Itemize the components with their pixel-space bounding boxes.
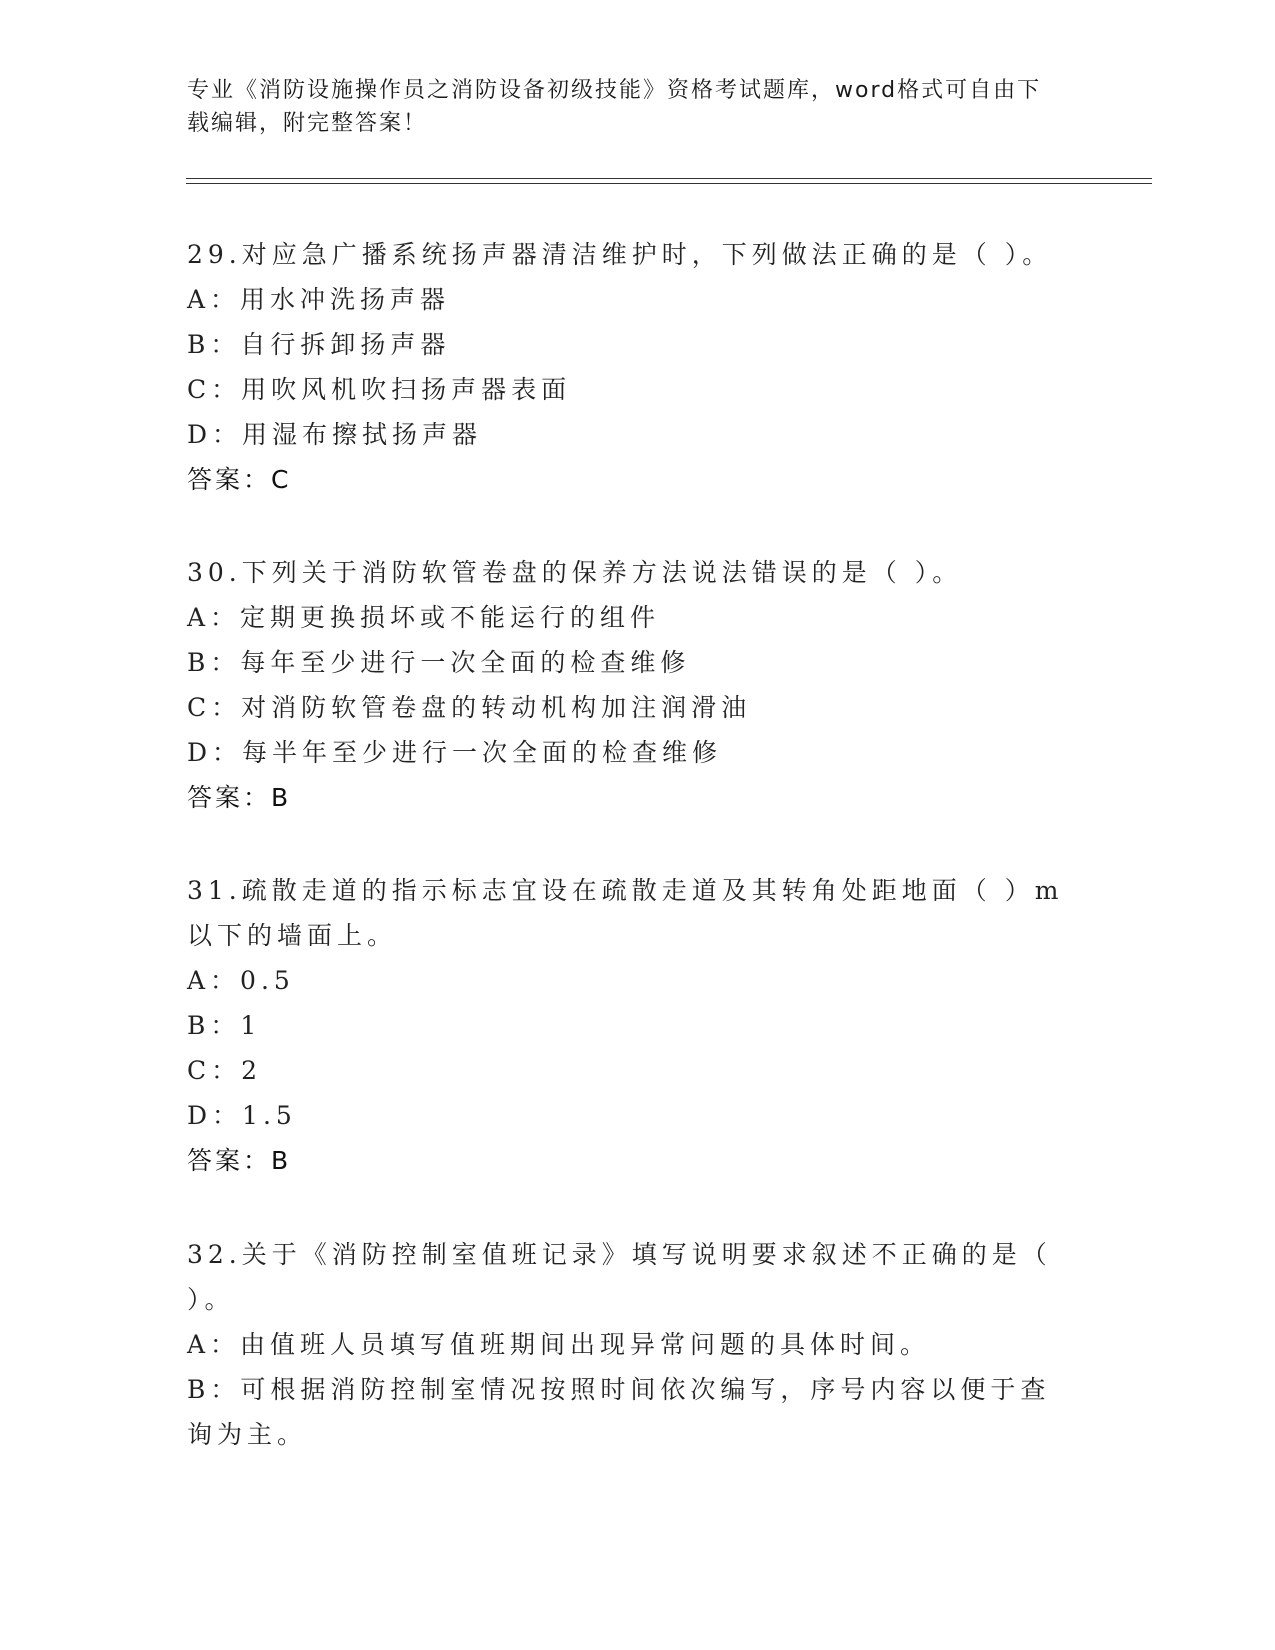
document-header <box>187 74 1067 140</box>
option-a: A：0.5 <box>187 966 295 995</box>
option-d: D：1.5 <box>187 1101 297 1130</box>
option-a: A：用水冲洗扬声器 <box>187 285 451 314</box>
option-b: B：每年至少进行一次全面的检查维修 <box>187 648 691 677</box>
header-line-1: 专业《消防设施操作员之消防设备初级技能》资格考试题库，word格式可自由下 <box>187 78 1042 103</box>
question-stem: 32.关于《消防控制室值班记录》填写说明要求叙述不正确的是（ ）。 <box>187 1240 1052 1314</box>
header-divider-bottom <box>186 183 1152 184</box>
question-32 <box>187 1232 1087 1457</box>
option-a: A：由值班人员填写值班期间出现异常问题的具体时间。 <box>187 1330 931 1359</box>
option-c: C：2 <box>187 1056 263 1085</box>
answer-line: 答案：C <box>187 465 292 494</box>
option-c: C：用吹风机吹扫扬声器表面 <box>187 375 572 404</box>
question-stem: 29.对应急广播系统扬声器清洁维护时，下列做法正确的是（ ）。 <box>187 240 1053 269</box>
option-b: B：可根据消防控制室情况按照时间依次编写，序号内容以便于查询为主。 <box>187 1375 1051 1449</box>
question-29 <box>187 232 1087 502</box>
option-c: C：对消防软管卷盘的转动机构加注润滑油 <box>187 693 752 722</box>
answer-line: 答案：B <box>187 1146 292 1175</box>
question-30 <box>187 550 1087 820</box>
header-divider-top <box>186 178 1152 179</box>
question-stem: 30.下列关于消防软管卷盘的保养方法说法错误的是（ ）。 <box>187 558 963 587</box>
option-b: B：1 <box>187 1011 262 1040</box>
header-line-2: 载编辑，附完整答案！ <box>187 111 428 136</box>
question-31 <box>187 868 1087 1183</box>
answer-line: 答案：B <box>187 783 292 812</box>
option-a: A：定期更换损坏或不能运行的组件 <box>187 603 661 632</box>
option-b: B：自行拆卸扬声器 <box>187 330 451 359</box>
question-stem: 31.疏散走道的指示标志宜设在疏散走道及其转角处距地面（ ）m以下的墙面上。 <box>187 876 1064 950</box>
option-d: D：每半年至少进行一次全面的检查维修 <box>187 738 723 767</box>
option-d: D：用湿布擦拭扬声器 <box>187 420 483 449</box>
